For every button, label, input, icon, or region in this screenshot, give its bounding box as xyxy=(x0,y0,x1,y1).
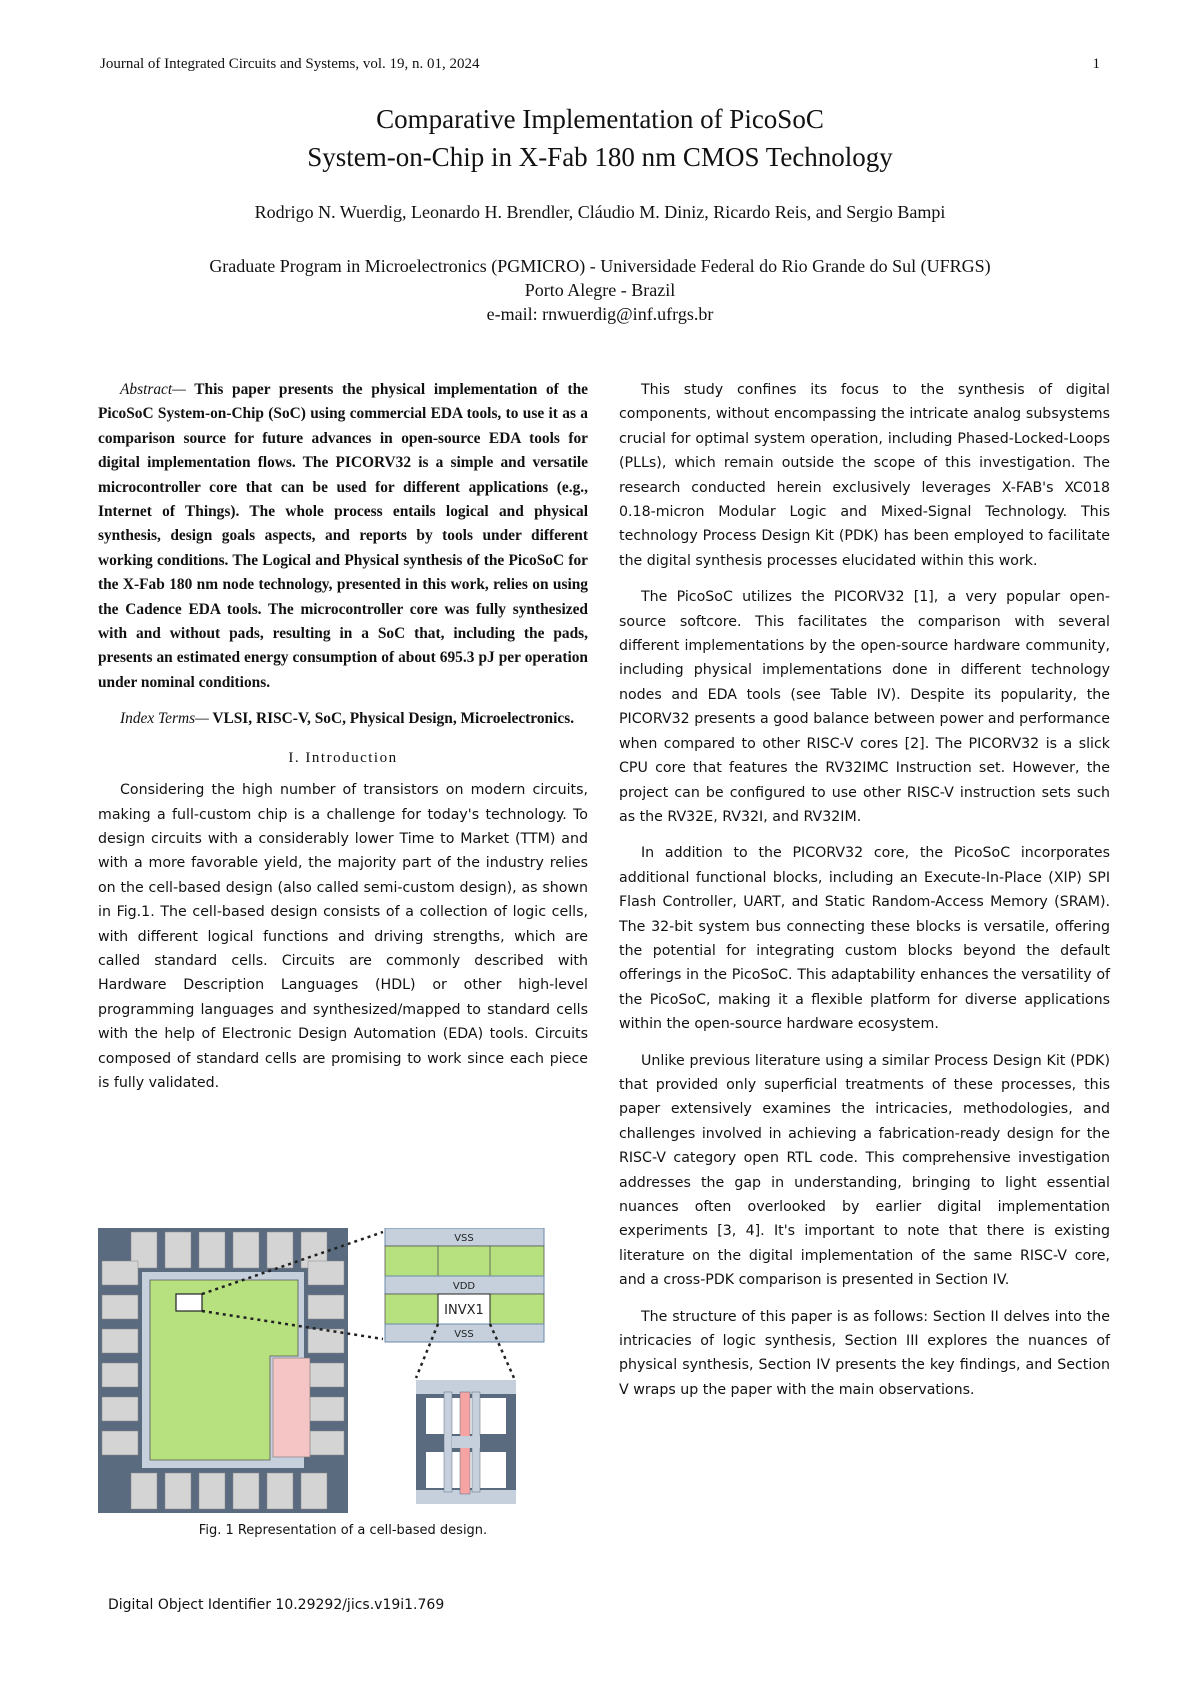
right-paragraph-2: The PicoSoC utilizes the PICORV32 [1], a very popular open-source softcore. This facilitates the comparison with several different implementations by the open-source hardware community, including physical implementations done in different technology nodes and EDA tools (see Table IV). Despite its popularity, the PICORV32 presents a good balance between power and performance when compared to other RISC-V cores [2]. The PICORV32 is a slick CPU core that features the RV32IMC Instruction set. However, the project can be configured to use other RISC-V instruction sets such as the RV32E, RV32I, and RV32IM. xyxy=(619,589,1110,825)
cell-based-design-figure xyxy=(98,1228,598,1518)
cell-row-1 xyxy=(385,1246,544,1276)
affiliation-institution: Graduate Program in Microelectronics (PGMICRO) - Universidade Federal do Rio Grande do Sul (UFRGS) xyxy=(209,256,991,276)
index-terms-label: Index Terms— xyxy=(120,710,209,728)
title-line-1: Comparative Implementation of PicoSoC xyxy=(376,104,824,134)
abstract-label: Abstract— xyxy=(120,381,186,398)
author-list: Rodrigo N. Wuerdig, Leonardo H. Brendler, Cláudio M. Diniz, Ricardo Reis, and Sergio Bampi xyxy=(254,202,946,222)
right-paragraph-3: In addition to the PICORV32 core, the PicoSoC incorporates additional functional blocks, including an Execute-In-Place (XIP) SPI Flash Controller, UART, and Static Random-Access Memory (SRAM). The 32-bit system bus connecting these blocks is versatile, offering the potential for integrating custom blocks beyond the default offerings in the PicoSoC. This adaptability enhances the versatility of the PicoSoC, making it a flexible platform for diverse applications within the open-source hardware ecosystem. xyxy=(619,845,1110,1033)
journal-header: Journal of Integrated Circuits and Systems, vol. 19, n. 01, 2024 xyxy=(100,56,480,72)
contact-email[interactable]: e-mail: rnwuerdig@inf.ufrgs.br xyxy=(486,304,714,324)
invx1-label: INVX1 xyxy=(444,1303,484,1318)
right-column xyxy=(619,378,1110,1414)
affiliation-city: Porto Alegre - Brazil xyxy=(524,280,676,300)
right-paragraph-4: Unlike previous literature using a similar Process Design Kit (PDK) that provided only superficial treatments of these processes, this paper extensively examines the intricacies, methodologies, and challenges involved in achieving a fabrication-ready design for the RISC-V category open RTL code. This comprehensive investigation addresses the gap in understanding, bringing to light essential nuances often overlooked by earlier digital implementation experiments [3, 4]. It's important to note that there is existing literature on the digital implementation of the same RISC-V core, and a cross-PDK comparison is presented in Section IV. xyxy=(619,1052,1110,1289)
abstract-text: This paper presents the physical implementation of the PicoSoC System-on-Chip (SoC) using commercial EDA tools, to use it as a comparison source for future advances in open-source EDA tools for digital implementation flows. The PICORV32 is a simple and versatile microcontroller core that can be used for different applications (e.g., Internet of Things). The whole process entails logical and physical synthesis, design goals aspects, and reports by tools under different working conditions. The Logical and Physical synthesis of the PicoSoC for the X-Fab 180 nm node technology, presented in this work, relies on using the Cadence EDA tools. The microcontroller core was fully synthesized with and without pads, resulting in a SoC that, including the pads, presents an estimated energy consumption of about 695.3 pJ per operation under nominal conditions. xyxy=(98,381,588,691)
vss-top-label: VSS xyxy=(454,1233,474,1244)
paper-title xyxy=(0,100,1200,176)
intro-paragraph: Considering the high number of transistors on modern circuits, making a full-custom chip is a challenge for today's technology. To design circuits with a considerably lower Time to Market (TTM) and with a more favorable yield, the majority part of the industry relies on the cell-based design (also called semi-custom design), as shown in Fig.1. The cell-based design consists of a collection of logic cells, with different logical functions and driving strengths, which are called standard cells. Circuits are commonly described with Hardware Description Languages (HDL) or other high-level programming languages and synthesized/mapped to standard cells with the help of Electronic Design Automation (EDA) tools. Circuits composed of standard cells are promising to work since each piece is fully validated. xyxy=(98,782,588,1091)
macro-block xyxy=(273,1358,310,1457)
affiliation xyxy=(0,254,1200,326)
transistor-layout xyxy=(416,1380,516,1504)
selected-cell xyxy=(176,1294,202,1311)
title-line-2: System-on-Chip in X-Fab 180 nm CMOS Technology xyxy=(307,142,893,172)
gate-contact xyxy=(452,1436,480,1448)
index-terms xyxy=(98,707,588,731)
page-number: 1 xyxy=(1092,56,1100,72)
right-paragraph-1: This study confines its focus to the synthesis of digital components, without encompassing the intricate analog subsystems crucial for optimal system operation, including Phased-Locked-Loops (PLLs), which remain outside the scope of this investigation. The research conducted herein exclusively leverages X-FAB's XC018 0.18-micron Modular Logic and Mixed-Signal Technology. This technology Process Design Kit (PDK) has been employed to facilitate the digital synthesis processes elucidated within this work. xyxy=(619,382,1110,569)
vdd-label: VDD xyxy=(452,1281,476,1292)
abstract xyxy=(98,378,588,695)
section-heading-introduction: I. Introduction xyxy=(288,749,398,766)
index-terms-text: VLSI, RISC-V, SoC, Physical Design, Microelectronics. xyxy=(212,710,575,728)
right-paragraph-5: The structure of this paper is as follows: Section II delves into the intricacies of logic synthesis, Section III explores the nuances of physical synthesis, Section IV presents the key findings, and Section V wraps up the paper with the main observations. xyxy=(619,1308,1110,1398)
vss-bottom-label: VSS xyxy=(454,1329,474,1340)
doi-footer: Digital Object Identifier 10.29292/jics.v19i1.769 xyxy=(108,1597,445,1613)
figure-caption: Fig. 1 Representation of a cell-based design. xyxy=(198,1523,488,1538)
left-column xyxy=(98,378,588,1107)
metal-left xyxy=(444,1392,452,1492)
chip-die xyxy=(98,1228,348,1513)
cell-rows-zoom xyxy=(385,1228,544,1342)
